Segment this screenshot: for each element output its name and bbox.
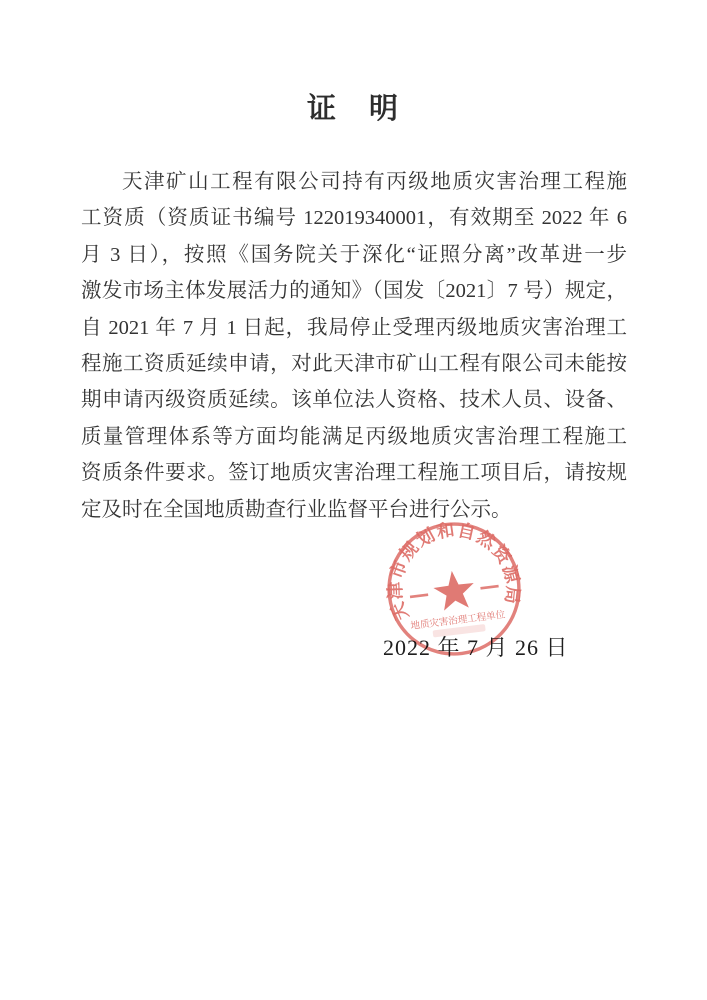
page-title: 证 明 — [306, 93, 400, 125]
official-seal — [375, 510, 533, 668]
body-line: 工资质（资质证书编号 122019340001，有效期至 2022 年 6 — [81, 207, 627, 230]
body-line: 自 2021 年 7 月 1 日起，我局停止受理丙级地质灾害治理工 — [81, 316, 627, 339]
svg-text:天津市规划和自然资源局 — [376, 512, 526, 624]
seal-bottom-text: 地质灾害治理工程单位 — [409, 609, 506, 633]
issue-date: 2022 年 7 月 26 日 — [383, 635, 569, 660]
body-line: 程施工资质延续申请，对此天津市矿山工程有限公司未能按 — [81, 352, 627, 375]
seal-left-dash — [410, 595, 428, 597]
seal-right-dash — [480, 586, 498, 588]
seal-arc-text: 天津市规划和自然资源局 — [385, 519, 524, 624]
body-line: 月 3 日），按照《国务院关于深化“证照分离”改革进一步 — [81, 243, 627, 266]
body-line: 期申请丙级资质延续。该单位法人资格、技术人员、设备、 — [81, 389, 627, 412]
body-line: 激发市场主体发展活力的通知》（国发〔2021〕7 号）规定， — [81, 280, 627, 303]
body-line: 天津矿山工程有限公司持有丙级地质灾害治理工程施 — [122, 171, 627, 193]
body-line: 定及时在全国地质勘查行业监督平台进行公示。 — [81, 498, 512, 521]
red-star-icon — [432, 568, 477, 611]
body-line: 资质条件要求。签订地质灾害治理工程施工项目后，请按规 — [81, 462, 627, 485]
body-line: 质量管理体系等方面均能满足丙级地质灾害治理工程施工 — [81, 425, 627, 448]
certificate-body — [81, 164, 627, 528]
